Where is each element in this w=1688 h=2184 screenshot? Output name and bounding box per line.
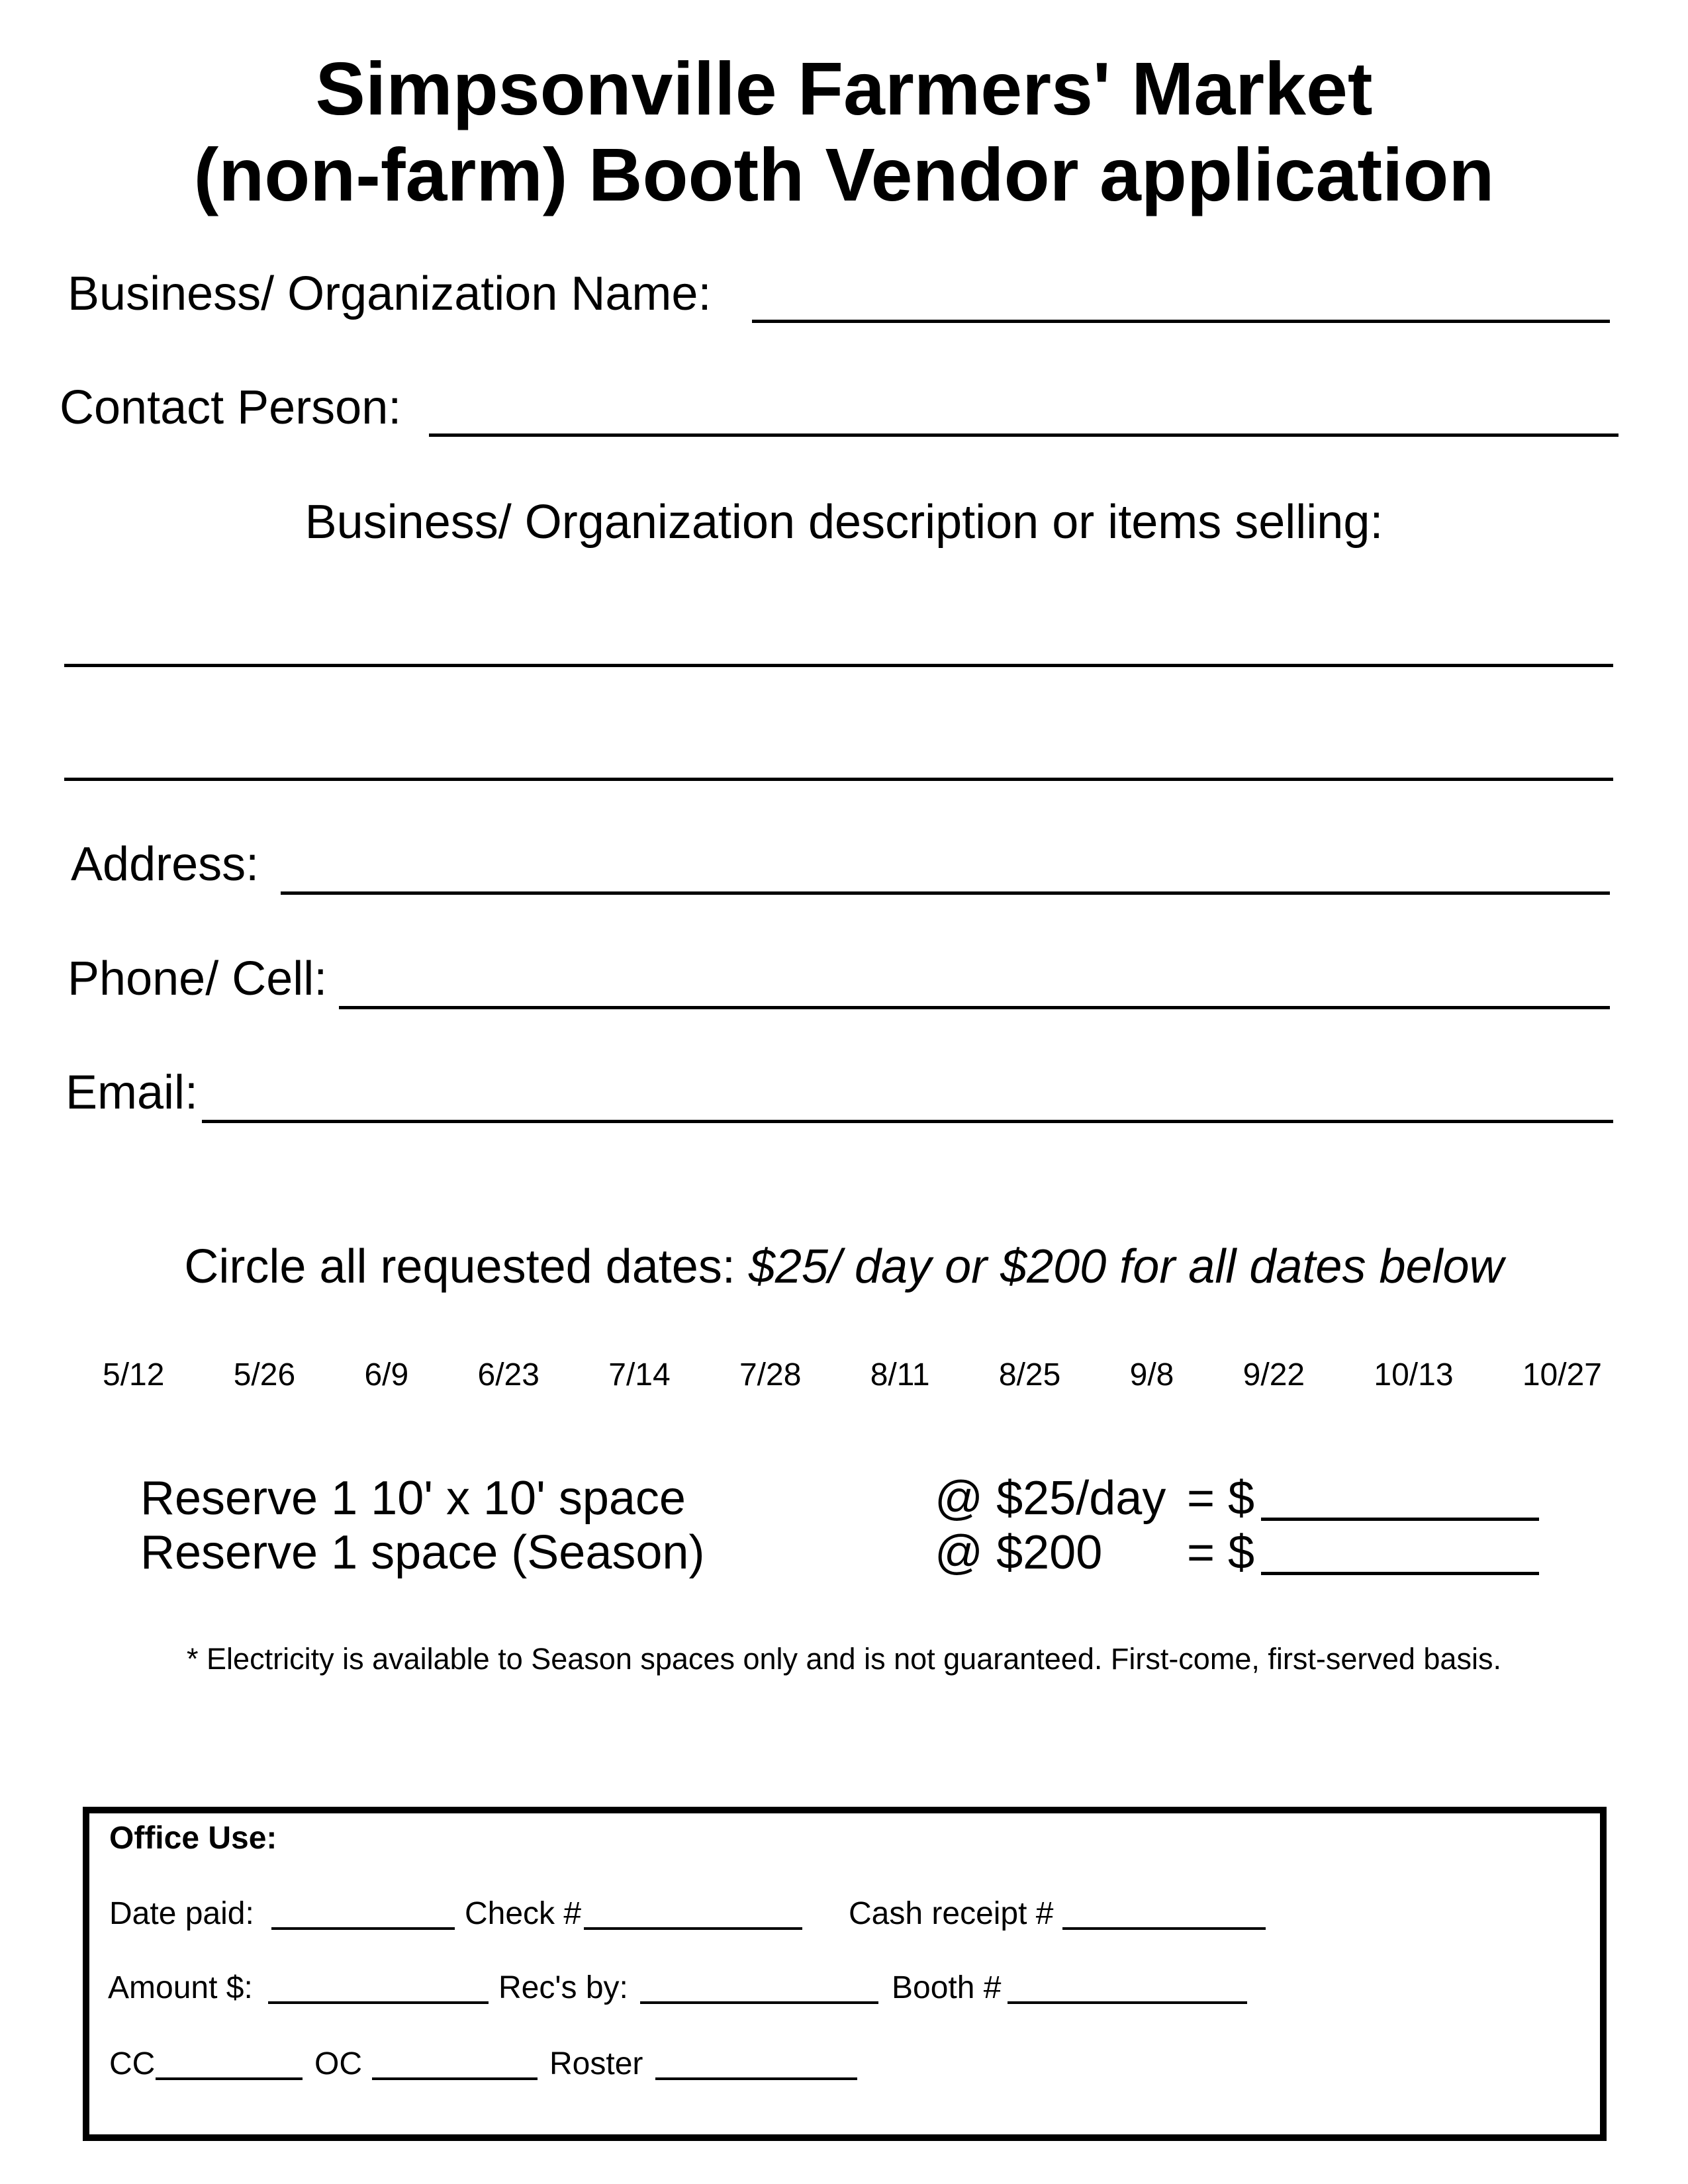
dates-instruction-text: Circle all requested dates:	[184, 1240, 735, 1293]
oc-field[interactable]	[372, 2077, 538, 2080]
phone-field[interactable]	[339, 1006, 1610, 1009]
roster-field[interactable]	[655, 2077, 857, 2080]
roster-label: Roster	[549, 2046, 643, 2081]
phone-label: Phone/ Cell:	[68, 952, 328, 1005]
booth-number-field[interactable]	[1008, 2001, 1247, 2004]
date-option[interactable]: 8/25	[998, 1357, 1061, 1392]
description-field-line2[interactable]	[64, 778, 1613, 781]
reserve-season-amount-field[interactable]	[1261, 1572, 1539, 1575]
reserve-daily-label: Reserve 1 10' x 10' space	[140, 1472, 686, 1525]
recd-by-label: Rec's by:	[498, 1970, 628, 2005]
recd-by-field[interactable]	[640, 2001, 878, 2004]
business-name-field[interactable]	[752, 320, 1610, 323]
date-option[interactable]: 7/14	[608, 1357, 671, 1392]
address-label: Address:	[71, 838, 259, 891]
office-use-heading: Office Use:	[109, 1821, 277, 1856]
cc-field[interactable]	[156, 2077, 303, 2080]
date-option[interactable]: 5/12	[103, 1357, 165, 1392]
contact-person-label: Contact Person:	[60, 381, 402, 434]
description-label: Business/ Organization description or items selling:	[305, 496, 1383, 549]
electricity-note: * Electricity is available to Season spaces only and is not guaranteed. First-come, first-served basis.	[187, 1642, 1501, 1676]
cc-label: CC	[109, 2046, 156, 2081]
reserve-season-label: Reserve 1 space (Season)	[140, 1526, 705, 1579]
dates-row	[103, 1357, 1602, 1393]
business-name-label: Business/ Organization Name:	[68, 267, 712, 320]
dates-instruction	[0, 1240, 1688, 1293]
reserve-daily-rate: @ $25/day	[935, 1472, 1166, 1525]
reserve-season-equals: = $	[1187, 1526, 1255, 1579]
page-title-line1: Simpsonville Farmers' Market	[315, 47, 1373, 130]
date-paid-label: Date paid:	[109, 1896, 254, 1931]
date-option[interactable]: 10/27	[1522, 1357, 1602, 1392]
date-option[interactable]: 6/9	[364, 1357, 409, 1392]
address-field[interactable]	[281, 891, 1610, 895]
check-number-field[interactable]	[584, 1927, 802, 1930]
date-option[interactable]: 9/22	[1243, 1357, 1305, 1392]
reserve-season-rate: @ $200	[935, 1526, 1103, 1579]
reserve-daily-amount-field[interactable]	[1261, 1518, 1539, 1521]
oc-label: OC	[314, 2046, 362, 2081]
cash-receipt-field[interactable]	[1062, 1927, 1266, 1930]
contact-person-field[interactable]	[429, 433, 1618, 437]
dates-pricing: $25/ day or $200 for all dates below	[748, 1240, 1504, 1293]
reserve-daily-equals: = $	[1187, 1472, 1255, 1525]
cash-receipt-label: Cash receipt #	[849, 1896, 1054, 1931]
email-label: Email:	[66, 1066, 199, 1119]
description-field-line1[interactable]	[64, 664, 1613, 667]
date-option[interactable]: 7/28	[739, 1357, 802, 1392]
date-paid-field[interactable]	[271, 1927, 455, 1930]
amount-label: Amount $:	[108, 1970, 253, 2005]
booth-number-label: Booth #	[892, 1970, 1002, 2005]
date-option[interactable]: 6/23	[477, 1357, 539, 1392]
date-option[interactable]: 10/13	[1374, 1357, 1454, 1392]
date-option[interactable]: 5/26	[233, 1357, 296, 1392]
page-title-line2: (non-farm) Booth Vendor application	[193, 133, 1495, 216]
date-option[interactable]: 9/8	[1129, 1357, 1174, 1392]
date-option[interactable]: 8/11	[870, 1357, 930, 1392]
amount-field[interactable]	[268, 2001, 489, 2004]
email-field[interactable]	[202, 1120, 1613, 1123]
office-use-box	[83, 1807, 1607, 2141]
check-number-label: Check #	[465, 1896, 582, 1931]
